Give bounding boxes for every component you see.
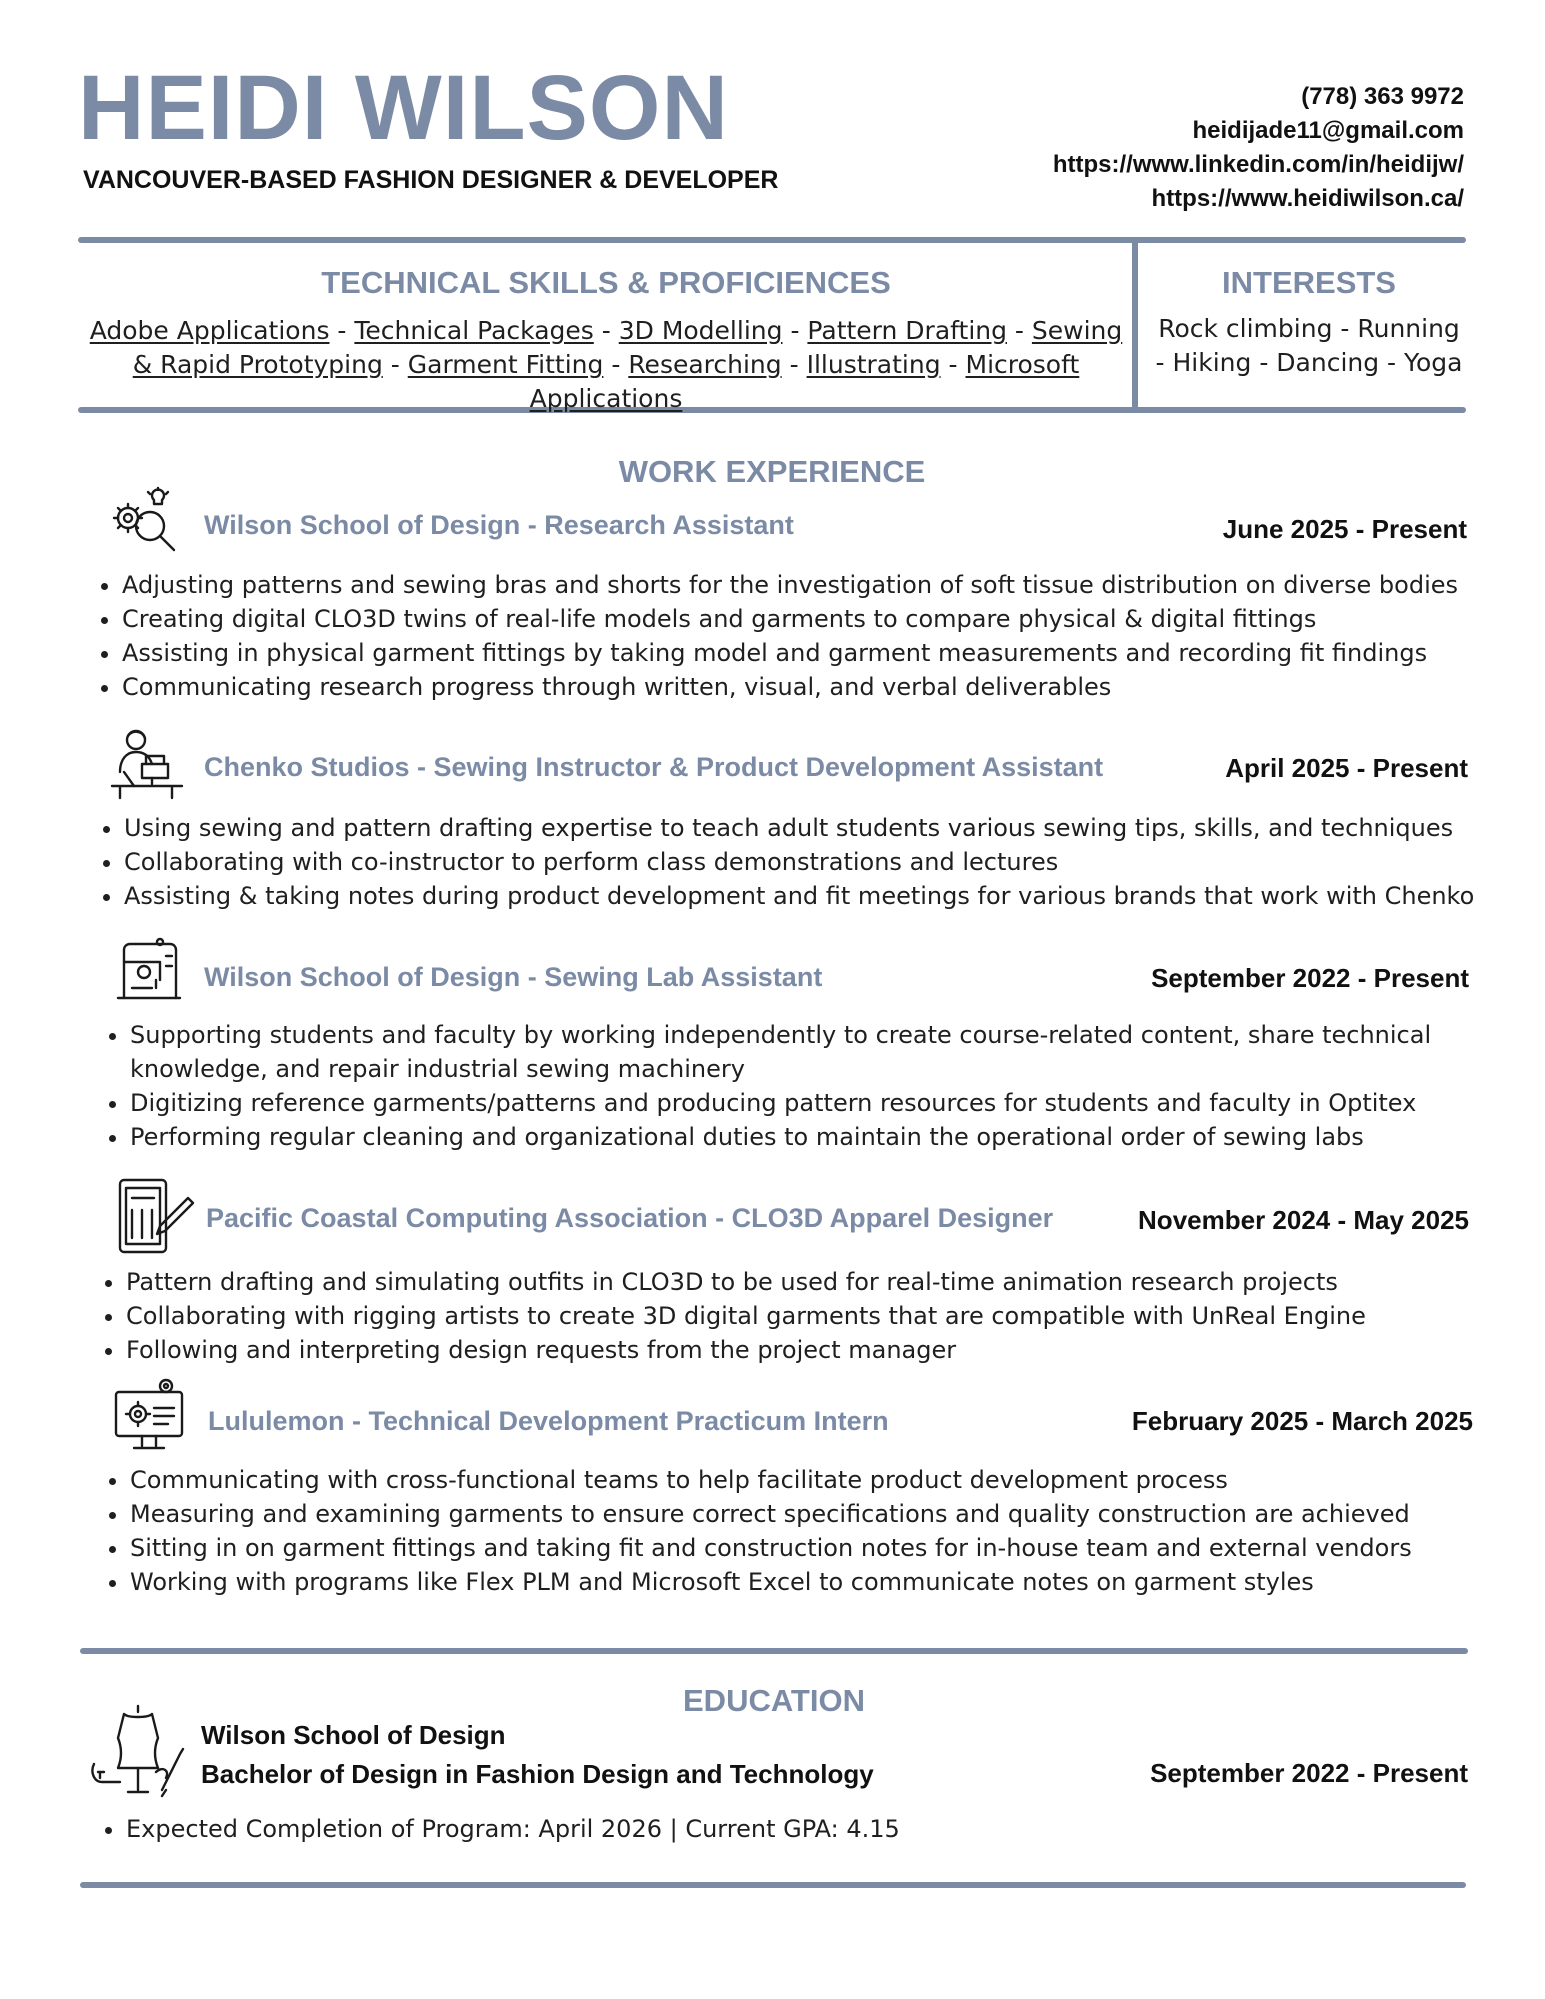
list-item: • Sitting in on garment fittings and taking fit and construction notes for in-house team and external vendors bbox=[130, 1531, 1412, 1565]
skill-item: Pattern Drafting bbox=[807, 316, 1007, 345]
skill-item: Microsoft Applications bbox=[529, 350, 1080, 413]
job-bullets bbox=[94, 811, 1474, 913]
job-date: November 2024 - May 2025 bbox=[1138, 1205, 1469, 1235]
list-item: • Collaborating with rigging artists to create 3D digital garments that are compatible with UnReal Engine bbox=[126, 1299, 1366, 1333]
divider bbox=[80, 1882, 1466, 1888]
sewing-machine-icon bbox=[112, 936, 186, 1006]
list-item: • Expected Completion of Program: April 2026 | Current GPA: 4.15 bbox=[126, 1812, 900, 1846]
job-bullets bbox=[100, 1018, 1470, 1154]
skill-item: Illustrating bbox=[806, 350, 941, 379]
contact-block bbox=[1053, 80, 1464, 216]
education-degree: Bachelor of Design in Fashion Design and Technology bbox=[201, 1759, 874, 1789]
list-item: • Collaborating with co-instructor to perform class demonstrations and lectures bbox=[124, 845, 1474, 879]
tagline: VANCOUVER-BASED FASHION DESIGNER & DEVELOPER bbox=[83, 166, 779, 194]
job-title: Wilson School of Design - Sewing Lab Assistant bbox=[204, 962, 823, 992]
website-link[interactable]: https://www.heidiwilson.ca/ bbox=[1151, 185, 1464, 212]
skill-item: Garment Fitting bbox=[407, 350, 604, 379]
list-item: • Communicating with cross-functional teams to help facilitate product development process bbox=[130, 1463, 1412, 1497]
job-title: Wilson School of Design - Research Assistant bbox=[204, 510, 794, 540]
skills-list: Adobe Applications - Technical Packages - 3D Modelling - Pattern Drafting - Sewing & Rapid Prototyping - Garment Fitting - Researching - Illustrating - Microsoft Applications bbox=[89, 316, 1123, 413]
list-item: • Measuring and examining garments to ensure correct specifications and quality construction are achieved bbox=[130, 1497, 1412, 1531]
work-experience-title: WORK EXPERIENCE bbox=[618, 454, 926, 489]
job-title: Lululemon - Technical Development Practicum Intern bbox=[208, 1406, 889, 1436]
tablet-stylus-icon bbox=[116, 1176, 196, 1256]
divider bbox=[80, 1648, 1468, 1654]
education-bullets bbox=[96, 1812, 900, 1846]
name-heading: HEIDI WILSON bbox=[78, 57, 729, 159]
email-link[interactable]: heidijade11@gmail.com bbox=[1192, 117, 1464, 144]
education-date: September 2022 - Present bbox=[1150, 1758, 1468, 1788]
job-title: Chenko Studios - Sewing Instructor & Product Development Assistant bbox=[204, 752, 1104, 782]
research-gear-magnifier-icon bbox=[106, 486, 182, 562]
job-title: Pacific Coastal Computing Association - CLO3D Apparel Designer bbox=[206, 1203, 1054, 1233]
job-bullets bbox=[100, 1463, 1412, 1599]
skills-title: TECHNICAL SKILLS & PROFICIENCES bbox=[321, 265, 891, 300]
skill-item: Researching bbox=[628, 350, 782, 379]
list-item: • Assisting in physical garment fittings by taking model and garment measurements and recording fit findings bbox=[122, 636, 1458, 670]
skill-item: Technical Packages bbox=[354, 316, 594, 345]
dress-form-icon bbox=[88, 1702, 188, 1798]
list-item: • Working with programs like Flex PLM and Microsoft Excel to communicate notes on garment styles bbox=[130, 1565, 1412, 1599]
list-item: • Adjusting patterns and sewing bras and shorts for the investigation of soft tissue distribution on diverse bodies bbox=[122, 568, 1458, 602]
skill-item: Sewing & Rapid Prototyping bbox=[132, 316, 1123, 379]
list-item: • Creating digital CLO3D twins of real-life models and garments to compare physical & digital fittings bbox=[122, 602, 1458, 636]
linkedin-link[interactable]: https://www.linkedin.com/in/heidijw/ bbox=[1052, 151, 1464, 178]
interests-list: Rock climbing - Running - Hiking - Dancing - Yoga bbox=[1155, 314, 1463, 377]
job-date: September 2022 - Present bbox=[1151, 963, 1469, 993]
job-date: April 2025 - Present bbox=[1225, 753, 1468, 783]
job-date: February 2025 - March 2025 bbox=[1131, 1406, 1473, 1436]
list-item: • Assisting & taking notes during product development and fit meetings for various brands that work with Chenko bbox=[124, 879, 1474, 913]
list-item: • Following and interpreting design requests from the project manager bbox=[126, 1333, 1366, 1367]
phone: (778) 363 9972 bbox=[1301, 83, 1464, 110]
list-item: • Pattern drafting and simulating outfits in CLO3D to be used for real-time animation research projects bbox=[126, 1265, 1366, 1299]
person-sewing-icon bbox=[106, 726, 186, 804]
list-item: • Using sewing and pattern drafting expertise to teach adult students various sewing tips, skills, and techniques bbox=[124, 811, 1474, 845]
divider bbox=[78, 237, 1466, 243]
list-item: • Performing regular cleaning and organizational duties to maintain the operational order of sewing labs bbox=[130, 1120, 1470, 1154]
skill-item: Adobe Applications bbox=[89, 316, 330, 345]
education-title: EDUCATION bbox=[683, 1683, 865, 1718]
list-item: • Communicating research progress through written, visual, and verbal deliverables bbox=[122, 670, 1458, 704]
job-date: June 2025 - Present bbox=[1222, 514, 1467, 544]
monitor-gear-icon bbox=[112, 1378, 190, 1454]
list-item: • Supporting students and faculty by working independently to create course-related content, share technical knowledge, and repair industrial sewing machinery bbox=[130, 1018, 1470, 1086]
job-bullets bbox=[96, 1265, 1366, 1367]
job-bullets bbox=[92, 568, 1458, 704]
education-school: Wilson School of Design bbox=[201, 1720, 506, 1750]
interests-title: INTERESTS bbox=[1222, 265, 1396, 300]
list-item: • Digitizing reference garments/patterns and producing pattern resources for students and faculty in Optitex bbox=[130, 1086, 1470, 1120]
skill-item: 3D Modelling bbox=[618, 316, 783, 345]
divider bbox=[1132, 240, 1138, 410]
